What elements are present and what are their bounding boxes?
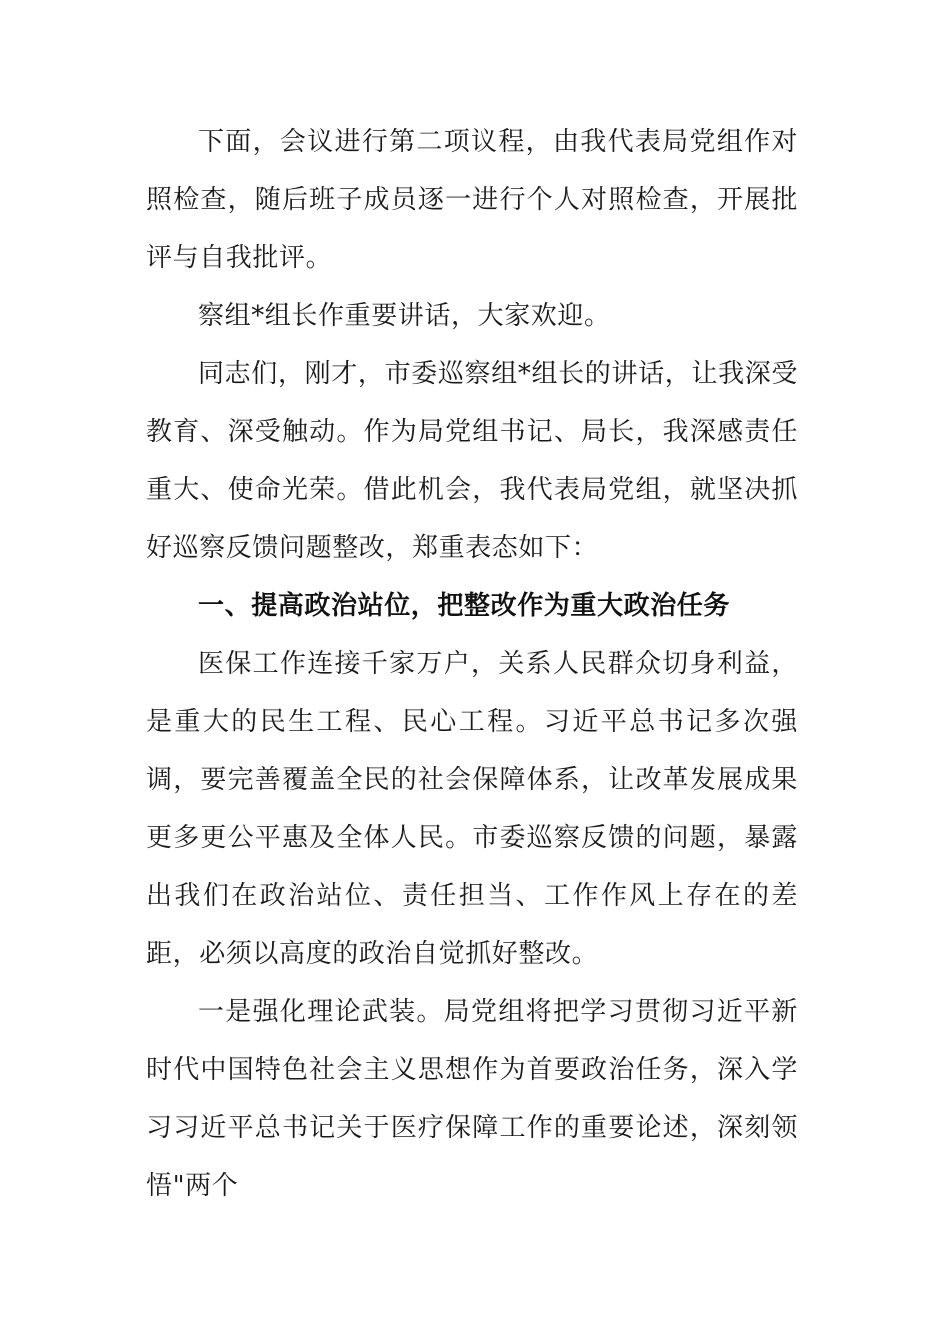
paragraph-statement: 同志们，刚才，市委巡察组*组长的讲话，让我深受教育、深受触动。作为局党组书记、局长，我深感责任重大、使命光荣。借此机会，我代表局党组，就坚决抓好巡察反馈问题整改，郑重表态如下： <box>146 359 798 563</box>
paragraph-theory-study: 一是强化理论武装。局党组将把学习贯彻习近平新时代中国特色社会主义思想作为首要政治任务，深入学习习近平总书记关于医疗保障工作的重要论述，深刻领悟"两个 <box>146 997 798 1201</box>
section-heading: 一、提高政治站位，把整改作为重大政治任务 <box>198 591 731 621</box>
document-body <box>146 113 798 1215</box>
paragraph-medical-insurance: 医保工作连接千家万户，关系人民群众切身利益，是重大的民生工程、民心工程。习近平总书记多次强调，要完善覆盖全民的社会保障体系，让改革发展成果更多更公平惠及全体人民。市委巡察反馈的问题，暴露出我们在政治站位、责任担当、工作作风上存在的差距，必须以高度的政治自觉抓好整改。 <box>146 649 798 969</box>
paragraph-welcome: 察组*组长作重要讲话，大家欢迎。 <box>198 301 611 331</box>
paragraph-agenda: 下面，会议进行第二项议程，由我代表局党组作对照检查，随后班子成员逐一进行个人对照检查，开展批评与自我批评。 <box>146 127 798 273</box>
